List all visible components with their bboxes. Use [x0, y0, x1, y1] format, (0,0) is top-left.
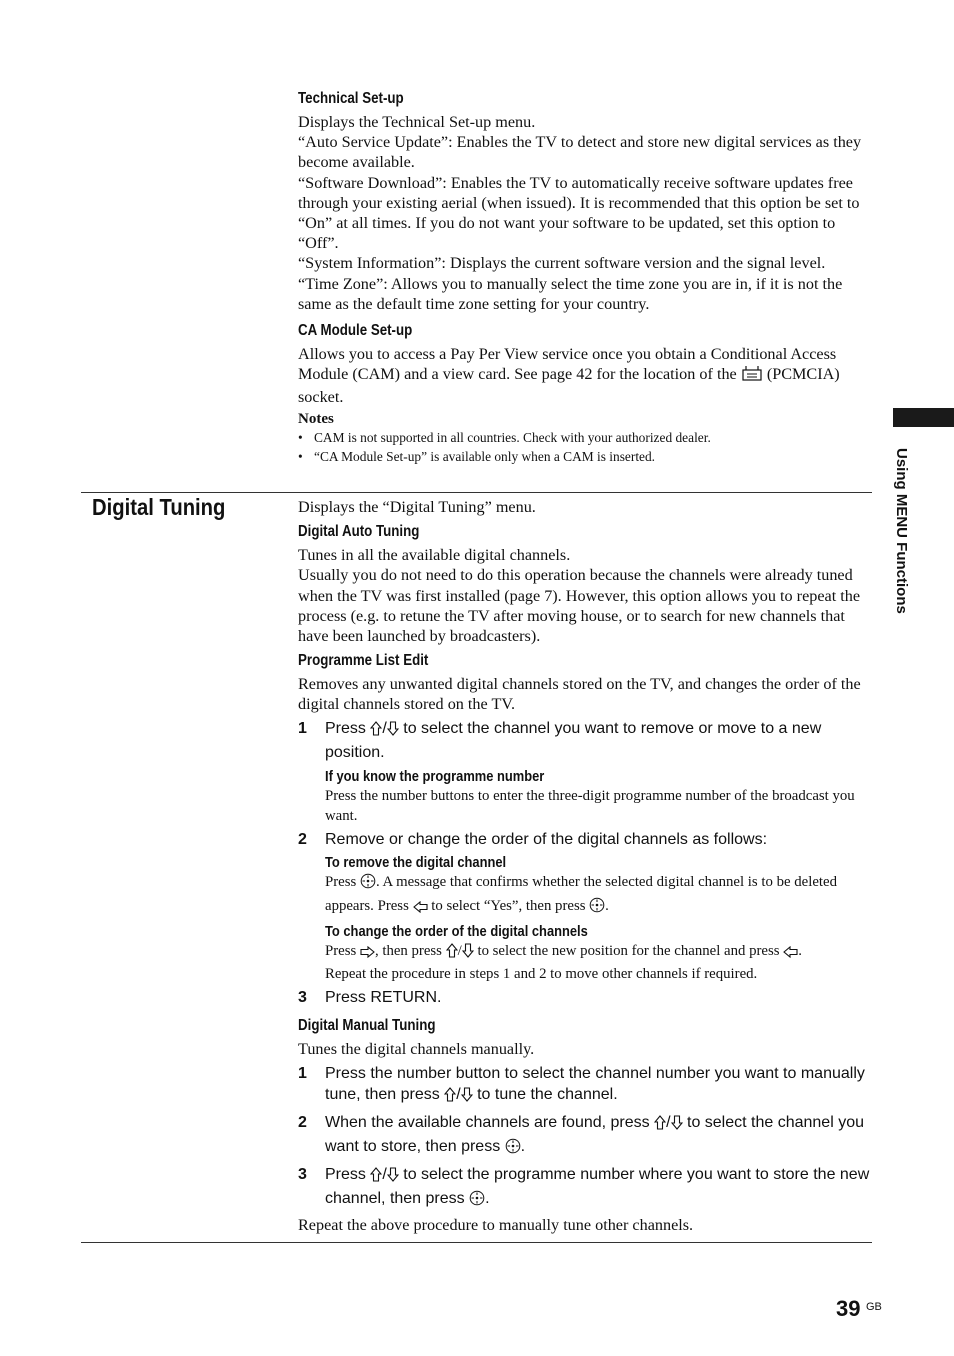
- step-number: 1: [298, 719, 307, 737]
- manual-tuning-intro: Tunes the digital channels manually.: [298, 1040, 535, 1059]
- section-title: Digital Tuning: [92, 494, 226, 520]
- manual-tuning-outro: Repeat the above procedure to manually tune other channels.: [298, 1215, 694, 1234]
- step-number: 1: [298, 1064, 307, 1082]
- side-tab: [893, 448, 917, 648]
- ca-module-heading: CA Module Set-up: [298, 322, 413, 339]
- manual-step-3: 3 Press / to select the programme number where you want to store the new channel, then press .: [298, 1164, 870, 1212]
- technical-setup-heading: Technical Set-up: [298, 90, 404, 107]
- change-order-text: Press , then press / to select the new position for the channel and press . Repeat the procedure in steps 1 and 2 to move other channels if required.: [325, 942, 802, 983]
- remove-channel-text: Press . A message that confirms whether the selected digital channel is to be deleted appears. Press to select “Yes”, then press .: [325, 872, 870, 919]
- step-number: 2: [298, 1113, 307, 1131]
- section-divider-top: [81, 492, 872, 493]
- software-download-text: “Software Download”: Enables the TV to automatically receive software updates free through your existing aerial (when issued). It is recommended that this option be set to “On” at all times. If you do not want your software to be updated, set this option to “Off”.: [298, 173, 860, 253]
- up-arrow-icon: [370, 721, 382, 742]
- remove-channel-subheading: To remove the digital channel: [325, 854, 507, 872]
- manual-step-1: 1 Press the number button to select the channel number you want to manually tune, then press / to tune the channel.: [298, 1063, 870, 1108]
- digital-auto-tuning-heading: Digital Auto Tuning: [298, 523, 420, 541]
- note-item: • “CA Module Set-up” is available only when a CAM is inserted.: [298, 449, 656, 465]
- change-order-subheading: To change the order of the digital channels: [325, 922, 588, 940]
- auto-service-update-text: “Auto Service Update”: Enables the TV to detect and store new digital services as they become available.: [298, 133, 862, 172]
- up-arrow-icon: [370, 1167, 382, 1188]
- note-item: • CAM is not supported in all countries. Check with your authorized dealer.: [298, 429, 711, 445]
- page-number-suffix: GB: [866, 1301, 882, 1313]
- down-arrow-icon: [462, 943, 474, 964]
- up-arrow-icon: [444, 1087, 456, 1108]
- down-arrow-icon: [671, 1115, 683, 1136]
- step-number: 3: [298, 989, 307, 1007]
- ple-step-1: 1 Press / to select the channel you want to remove or move to a new position.: [298, 719, 822, 761]
- ca-module-section: [298, 322, 870, 467]
- system-information-text: “System Information”: Displays the current software version and the signal level.: [298, 254, 826, 273]
- up-arrow-icon: [654, 1115, 666, 1136]
- technical-setup-line: Displays the Technical Set-up menu.: [298, 113, 536, 131]
- manual-step-2: 2 When the available channels are found, press / to select the channel you want to store, then press .: [298, 1112, 870, 1160]
- enter-button-icon: [589, 897, 605, 919]
- digital-tuning-section: [298, 497, 870, 1235]
- auto-tuning-line: Tunes in all the available digital channels.: [298, 546, 571, 565]
- step-number: 2: [298, 831, 307, 849]
- digital-tuning-intro: Displays the “Digital Tuning” menu.: [298, 498, 536, 516]
- programme-list-edit-intro: Removes any unwanted digital channels stored on the TV, and changes the order of the digital channels stored on the TV.: [298, 675, 861, 714]
- ca-module-text-b: (PCMCIA) socket.: [298, 365, 840, 407]
- technical-setup-body: [298, 112, 870, 314]
- down-arrow-icon: [387, 1167, 399, 1188]
- side-tab-label: Using MENU Functions: [893, 448, 910, 614]
- right-arrow-icon: [360, 944, 375, 964]
- step-number: 3: [298, 1165, 307, 1183]
- digital-manual-tuning-heading: Digital Manual Tuning: [298, 1017, 436, 1035]
- page-number: 39: [836, 1296, 861, 1321]
- section-divider-bottom: [81, 1242, 872, 1243]
- enter-button-icon: [505, 1138, 521, 1160]
- ple-step-3: 3 Press RETURN.: [298, 989, 442, 1007]
- technical-setup-section: [298, 90, 870, 314]
- up-arrow-icon: [446, 943, 458, 964]
- notes-title: Notes: [298, 410, 334, 427]
- programme-number-text: Press the number buttons to enter the three-digit programme number of the broadcast you want.: [325, 787, 855, 824]
- section-tab-marker: [893, 408, 954, 427]
- digital-auto-tuning-body: [298, 545, 870, 646]
- time-zone-text: “Time Zone”: Allows you to manually select the time zone you are in, if it is not the same as the default time zone setting for your country.: [298, 274, 843, 313]
- enter-button-icon: [469, 1190, 485, 1212]
- down-arrow-icon: [461, 1087, 473, 1108]
- ca-module-text-a: Allows you to access a Pay Per View service once you obtain a Conditional Access Module (CAM) and a view card. See page 42 for the location of the: [298, 345, 837, 384]
- ple-step-2: 2 Remove or change the order of the digital channels as follows:: [298, 831, 768, 849]
- pcmcia-slot-icon: [741, 365, 763, 387]
- left-arrow-icon: [413, 899, 428, 919]
- auto-tuning-line: Usually you do not need to do this operation because the channels were already tuned when the TV was first installed (page 7). However, this option allows you to repeat the process (e.g. to retune the TV after moving house, or to search for new channels that have been launched by broadcasters).: [298, 566, 861, 646]
- down-arrow-icon: [387, 721, 399, 742]
- programme-list-edit-heading: Programme List Edit: [298, 652, 429, 670]
- enter-button-icon: [360, 873, 376, 895]
- ca-module-text: [298, 344, 870, 408]
- programme-number-subheading: If you know the programme number: [325, 767, 545, 785]
- left-arrow-icon: [783, 944, 798, 964]
